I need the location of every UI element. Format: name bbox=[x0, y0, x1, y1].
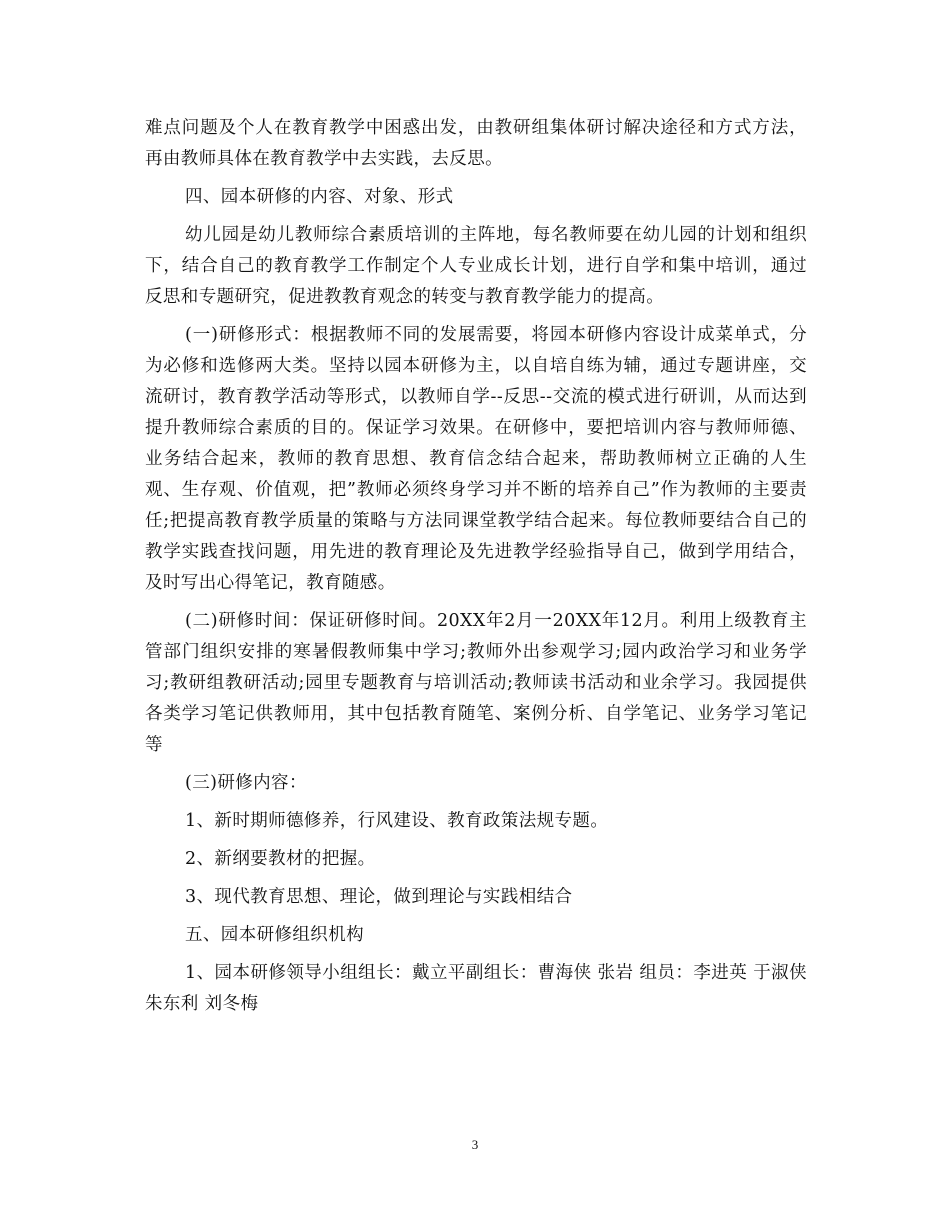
paragraph-study-form: (一)研修形式：根据教师不同的发展需要，将园本研修内容设计成菜单式，分为必修和选修两大类。坚持以园本研修为主，以自培自练为辅，通过专题讲座，交流研讨，教育教学活动等形式，以教师自学--反思--交流的模式进行研训，从而达到提升教师综合素质的目的。保证学习效果。在研修中，要把培训内容与教师师德、业务结合起来，教师的教育思想、教育信念结合起来，帮助教师树立正确的人生观、生存观、价值观，把”教师必须终身学习并不断的培养自己”作为教师的主要责任;把提高教育教学质量的策略与方法同课堂教学结合起来。每位教师要结合自己的教学实践查找问题，用先进的教育理论及先进教学经验指导自己，做到学用结合，及时写出心得笔记，教育随感。 bbox=[145, 325, 807, 593]
paragraph-continuation: 难点问题及个人在教育教学中困惑出发，由教研组集体研讨解决途径和方式方法，再由教师具体在教育教学中去实践，去反思。 bbox=[145, 118, 807, 169]
subheading-study-content: (三)研修内容： bbox=[185, 773, 307, 793]
section-heading-5: 五、园本研修组织机构 bbox=[185, 925, 364, 945]
paragraph-organization: 1、园本研修领导小组组长：戴立平副组长：曹海侠 张岩 组员：李进英 于淑侠 朱东利 刘冬梅 bbox=[145, 963, 807, 1014]
paragraph-study-time: (二)研修时间：保证研修时间。20XX年2月一20XX年12月。利用上级教育主管部门组织安排的寒暑假教师集中学习;教师外出参观学习;园内政治学习和业务学习;教研组教研活动;园里专题教育与培训活动;教师读书活动和业余学习。我园提供各类学习笔记供教师用，其中包括教育随笔、案例分析、自学笔记、业务学习笔记等 bbox=[145, 611, 807, 755]
list-item-1: 1、新时期师德修养，行风建设、教育政策法规专题。 bbox=[185, 811, 609, 831]
list-item-3: 3、现代教育思想、理论，做到理论与实践相结合 bbox=[185, 887, 573, 907]
paragraph-kindergarten: 幼儿园是幼儿教师综合素质培训的主阵地，每名教师要在幼儿园的计划和组织下，结合自己的教育教学工作制定个人专业成长计划，进行自学和集中培训，通过反思和专题研究，促进教教育观念的转变与教育教学能力的提高。 bbox=[145, 225, 807, 307]
list-item-2: 2、新纲要教材的把握。 bbox=[185, 849, 376, 869]
section-heading-4: 四、园本研修的内容、对象、形式 bbox=[185, 187, 454, 207]
body-text bbox=[145, 113, 807, 1027]
page-number: 3 bbox=[471, 1137, 479, 1152]
